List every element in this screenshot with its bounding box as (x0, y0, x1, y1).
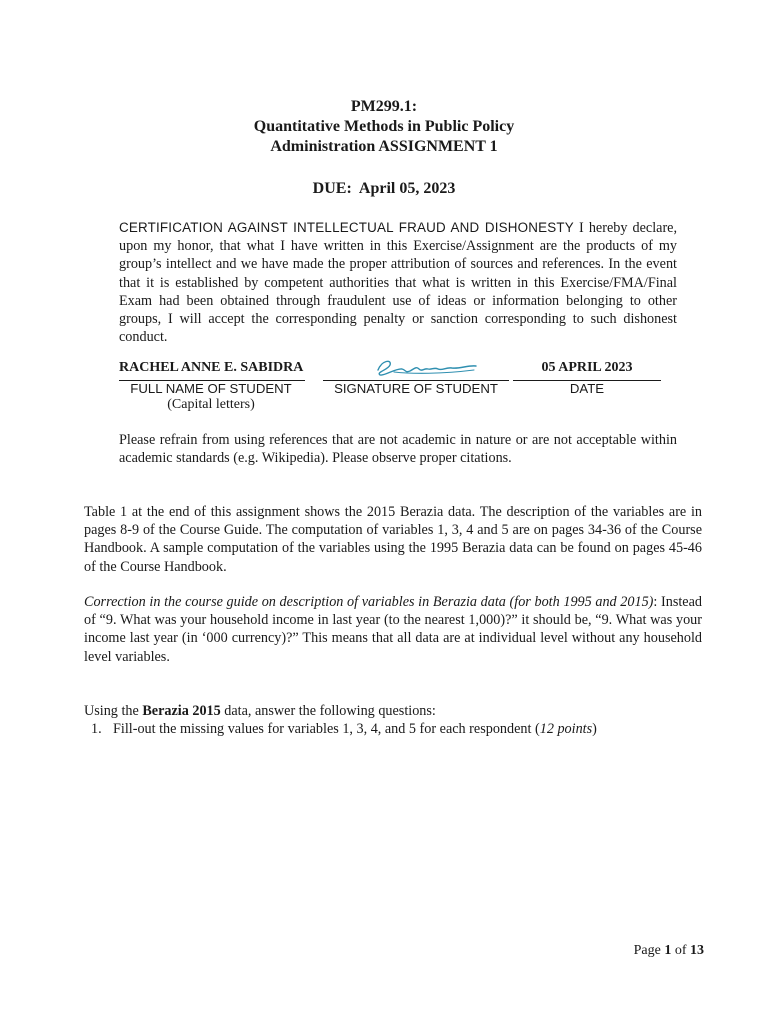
questions-lead (84, 702, 436, 720)
certification-body: I hereby declare, upon my honor, that what I have written in this Exercise/Assignment are the products of my group’s intellect and we have made the proper attribution of sources and references. In the event that it is established by competent authorities that what is written in this Exercise/FMA/Final Exam had been obtained through fraudulent use of ideas or information belonging to other groups, I will accept the corresponding penalty or sanction corresponding to such dishonest conduct. (119, 220, 678, 346)
date-label: DATE (569, 381, 605, 396)
course-title-line2: Administration ASSIGNMENT 1 (270, 138, 498, 155)
course-title-line1: Quantitative Methods in Public Policy (253, 118, 515, 135)
student-name: RACHEL ANNE E. SABIDRA (119, 360, 304, 375)
certification-lead: CERTIFICATION AGAINST INTELLECTUAL FRAUD AND DISHONESTY (119, 220, 574, 235)
student-signature (372, 356, 480, 378)
question-close: ) (592, 721, 597, 737)
question-number: 1. (91, 721, 102, 737)
name-label: FULL NAME OF STUDENT (130, 381, 292, 396)
question-item (91, 720, 597, 738)
correction-paragraph (84, 593, 702, 666)
due-date-line (0, 179, 768, 199)
question-text: Fill-out the missing values for variables 1, 3, 4, and 5 for each respondent ( (113, 721, 540, 737)
correction-body: Instead of “9. What was your household income in last year (to the nearest 1,000)?” it should be, “9. What was your income last year (in ‘000 currency)?” This means that all data are at individual level without any household level variables. (84, 594, 702, 665)
page-of-word: of (674, 943, 687, 958)
correction-lead: Correction in the course guide on description of variables in Berazia data (for both 1995 and 2015) (84, 594, 654, 610)
due-date: April 05, 2023 (358, 180, 456, 197)
questions-lead-before: Using the (84, 703, 143, 719)
page-number (634, 943, 704, 959)
intro-paragraph: Table 1 at the end of this assignment shows the 2015 Berazia data. The description of the variables are in pages 8-9 of the Course Guide. The computation of variables 1, 3, 4 and 5 are on pages 34-36 of the Course Handbook. A sample computation of the variables using the 1995 Berazia data can be found on pages 45-46 of the Course Handbook. (84, 504, 702, 575)
references-notice: Please refrain from using references that are not academic in nature or are not acceptable within academic standards (e.g. Wikipedia). Please observe proper citations. (119, 432, 677, 467)
course-code: PM299.1: (350, 98, 418, 115)
date-value: 05 APRIL 2023 (541, 360, 633, 375)
questions-lead-after: data, answer the following questions: (220, 703, 436, 719)
question-points: 12 points (539, 721, 593, 737)
correction-colon: : (653, 594, 658, 610)
page-current: 1 (664, 943, 672, 958)
due-label: DUE: (312, 180, 352, 197)
page-word: Page (633, 943, 661, 958)
signature-label: SIGNATURE OF STUDENT (334, 381, 498, 396)
name-label-sub: (Capital letters) (167, 397, 255, 412)
questions-dataset-name: Berazia 2015 (142, 703, 221, 719)
page-total: 13 (690, 943, 704, 958)
certification-paragraph (119, 219, 677, 346)
